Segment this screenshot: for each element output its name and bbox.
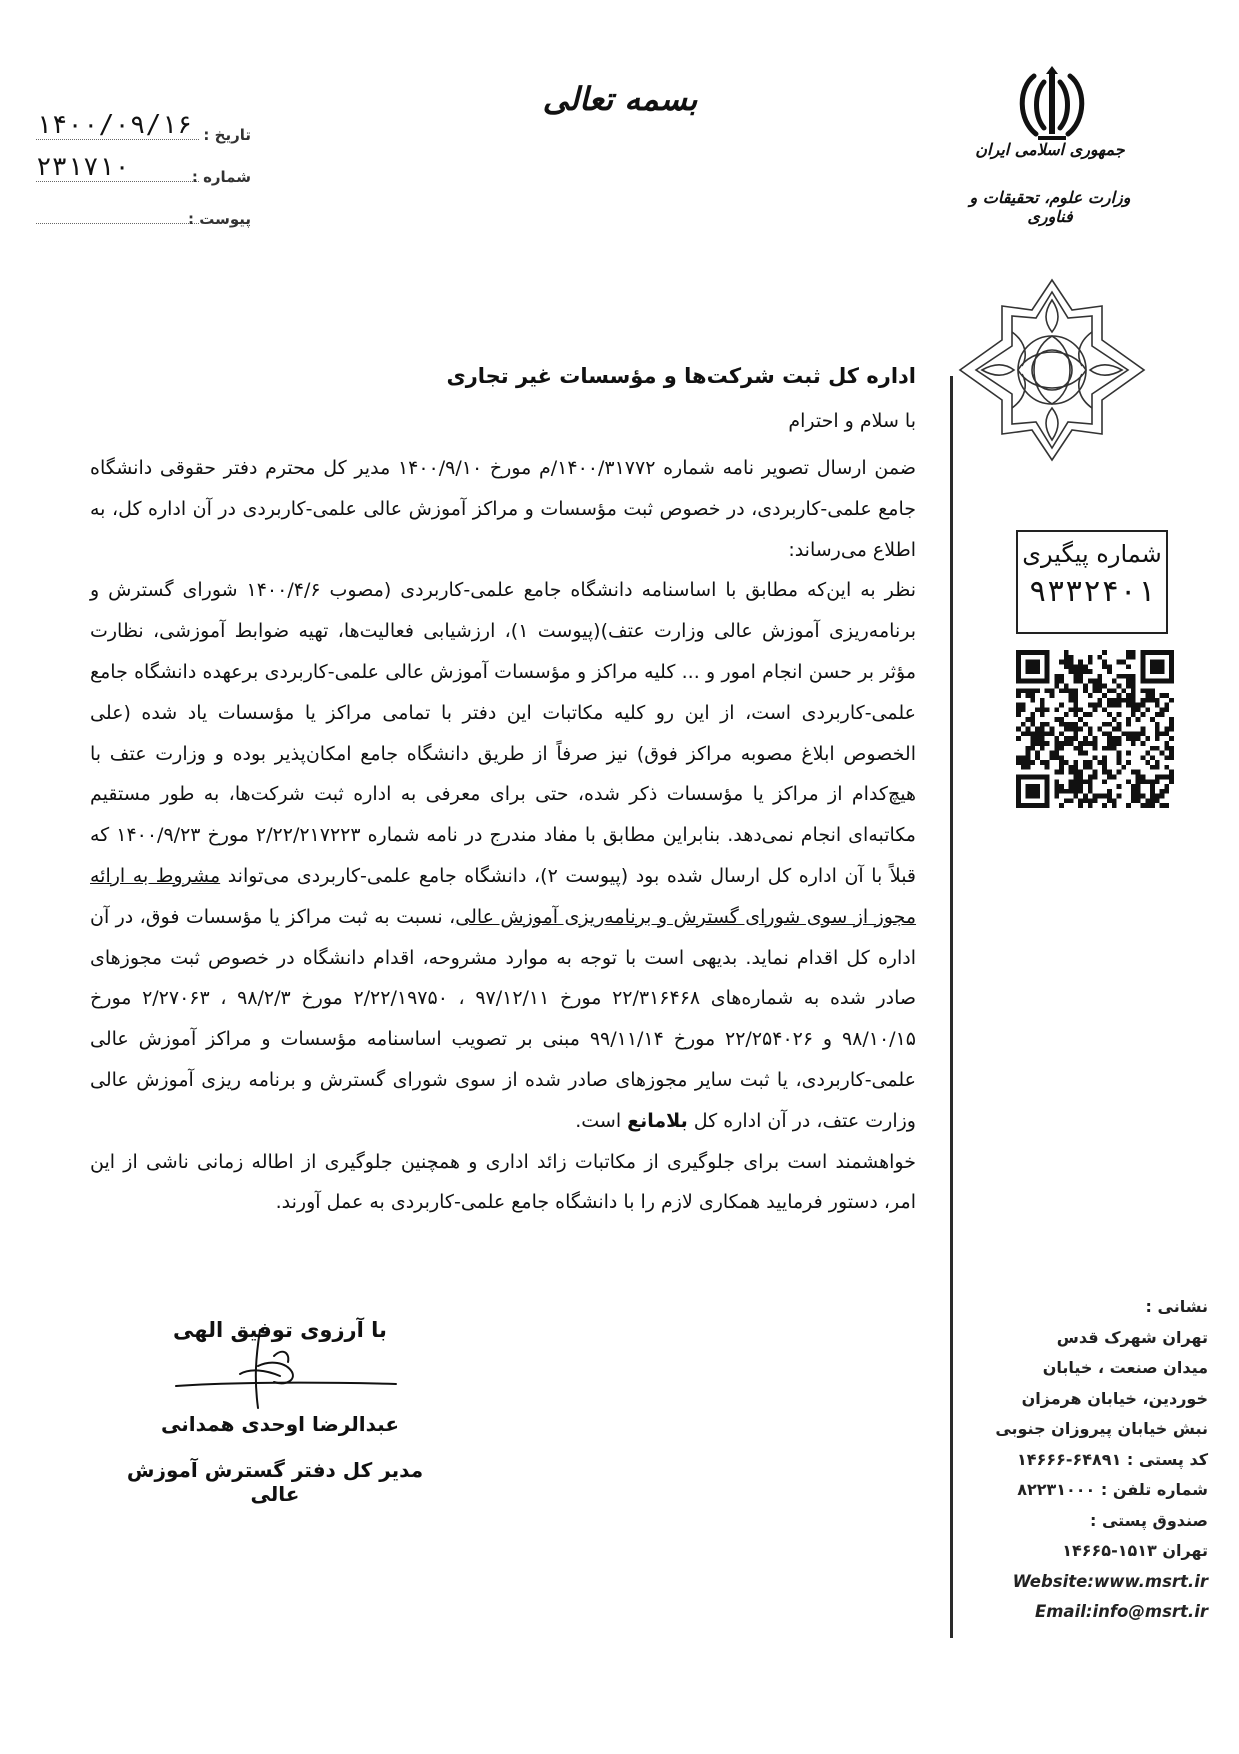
paragraph-2-no-objection: بلامانع bbox=[627, 1109, 688, 1132]
date-field bbox=[36, 110, 251, 146]
tracking-number-box bbox=[1016, 530, 1168, 634]
pobox-value: تهران ۱۵۱۳-۱۴۶۶۵ bbox=[1062, 1541, 1208, 1560]
letter-body bbox=[90, 448, 916, 1223]
number-label: شماره : bbox=[191, 168, 251, 186]
paragraph-3: خواهشمند است برای جلوگیری از مکاتبات زائد اداری و همچنین جلوگیری از اطاله زمانی ناشی از این امر، دستور فرمایید همکاری لازم را با دانشگاه جامع علمی-کاربردی به عمل آورند. bbox=[90, 1150, 916, 1214]
iran-emblem-icon bbox=[1014, 62, 1090, 144]
number-value: ۲۳۱۷۱۰ bbox=[36, 152, 130, 182]
recipient-heading: اداره کل ثبت شرکت‌ها و مؤسسات غیر تجاری bbox=[446, 364, 916, 388]
greeting: با سلام و احترام bbox=[788, 410, 916, 432]
number-field bbox=[36, 152, 251, 188]
paragraph-2-condition: مشروط به ارائه مجوز از سوی شورای گسترش و برنامه‌ریزی آموزش عالی bbox=[90, 864, 917, 928]
closing-phrase: با آرزوی توفیق الهی bbox=[173, 1318, 387, 1342]
attachment-label: پیوست : bbox=[187, 210, 251, 228]
phone-number: شماره تلفن : ۸۲۲۳۱۰۰۰ bbox=[1017, 1480, 1208, 1499]
address-line-3: خوردین، خیابان هرمزان bbox=[1021, 1388, 1208, 1408]
attachment-field bbox=[36, 200, 251, 230]
address-label: نشانی : bbox=[1145, 1297, 1208, 1316]
paragraph-1: ضمن ارسال تصویر نامه شماره ۱۴۰۰/۳۱۷۷۲/م مورخ ۱۴۰۰/۹/۱۰ مدیر کل محترم دفتر حقوقی دانشگاه جامع علمی-کاربردی، در خصوص ثبت مؤسسات و مراکز آموزش عالی علمی-کاربردی در آن اداره کل، به اطلاع می‌رساند: bbox=[90, 457, 916, 561]
paragraph-2-end: است. bbox=[575, 1109, 628, 1132]
signer-title: مدیر کل دفتر گسترش آموزش عالی bbox=[126, 1458, 424, 1506]
tracking-value: ۹۳۳۲۴۰۱ bbox=[1028, 574, 1156, 609]
handwritten-signature-icon bbox=[170, 1316, 400, 1412]
date-label: تاریخ : bbox=[203, 126, 251, 144]
date-value: ۱۴۰۰/۰۹/۱۶ bbox=[36, 110, 193, 140]
tracking-label: شماره پیگیری bbox=[1022, 540, 1162, 568]
qr-code-icon bbox=[1016, 650, 1174, 808]
paragraph-2 bbox=[90, 570, 916, 1141]
paragraph-2-middle: ، نسبت به ثبت مراکز یا مؤسسات فوق، در آن اداره کل اقدام نماید. بدیهی است با توجه به موارد مشروحه، اقدام دانشگاه در خصوص ثبت مجوزهای صادر شده به شماره‌های ۲۲/۳۱۶۴۶۸ مورخ ۹۷/۱۲/۱۱ ، ۲/۲۲/۱۹۷۵۰ مورخ ۹۸/۲/۳ ، ۲/۲۷۰۶۳ مورخ ۹۸/۱۰/۱۵ و ۲۲/۲۵۴۰۲۶ مورخ ۹۹/۱۱/۱۴ مبنی بر تصویب اساسنامه مؤسسات و مراکز آموزش عالی علمی-کاربردی، یا ثبت سایر مجوزهای صادر شده از سوی شورای گسترش و برنامه ریزی آموزش عالی وزارت عتف، در آن اداره کل bbox=[90, 905, 917, 1132]
address-line-1: تهران شهرک قدس bbox=[1056, 1327, 1208, 1347]
signer-name: عبدالرضا اوحدی همدانی bbox=[161, 1412, 399, 1436]
address-block bbox=[982, 1292, 1208, 1628]
postal-code: کد پستی : ۶۴۸۹۱-۱۴۶۶۶ bbox=[1017, 1449, 1208, 1469]
ministry-name: وزارت علوم، تحقیقات و فناوری bbox=[969, 188, 1131, 226]
vertical-divider bbox=[950, 376, 953, 1638]
bismillah-heading: بسمه تعالی bbox=[542, 80, 698, 118]
pobox-label: صندوق پستی : bbox=[1089, 1510, 1208, 1530]
website: Website:www.msrt.ir bbox=[1012, 1571, 1208, 1591]
attachment-dotted-line bbox=[36, 223, 199, 224]
address-line-2: میدان صنعت ، خیابان bbox=[1042, 1358, 1208, 1377]
paragraph-2-start: نظر به این‌که مطابق با اساسنامه دانشگاه جامع علمی-کاربردی (مصوب ۱۴۰۰/۴/۶ شورای گسترش و برنامه‌ریزی آموزش عالی وزارت عتف)(پیوست ۱)، ارزشیابی فعالیت‌ها، تهیه ضوابط آموزشی، نظارت مؤثر بر حسن انجام امور و ... کلیه مراکز و مؤسسات آموزش عالی علمی-کاربردی برعهده دانشگاه جامع علمی-کاربردی است، از این رو کلیه مکاتبات این دفتر با تمامی مراکز یا مؤسسات یاد شده (علی الخصوص ابلاغ مصوبه مراکز فوق) نیز صرفاً از طریق دانشگاه جامع امکان‌پذیر بوده و وزارت عتف با هیچ‌کدام از مراکز یا مؤسسات ذکر شده، حتی برای معرفی به اداره ثبت شرکت‌ها، به طور مستقیم مکاتبه‌ای انجام نمی‌دهد. بنابراین مطابق با مفاد مندرج در نامه شماره ۲/۲۲/۲۱۷۲۲۳ مورخ ۱۴۰۰/۹/۲۳ که قبلاً با آن اداره کل ارسال شده بود (پیوست ۲)، دانشگاه جامع علمی-کاربردی می‌تواند bbox=[90, 579, 917, 887]
islamic-ornament-icon bbox=[952, 276, 1152, 464]
government-name: جمهوری اسلامی ایران bbox=[975, 140, 1125, 159]
email-address: Email:info@msrt.ir bbox=[1034, 1602, 1208, 1621]
address-line-4: نبش خیابان پیروزان جنوبی bbox=[995, 1419, 1208, 1438]
